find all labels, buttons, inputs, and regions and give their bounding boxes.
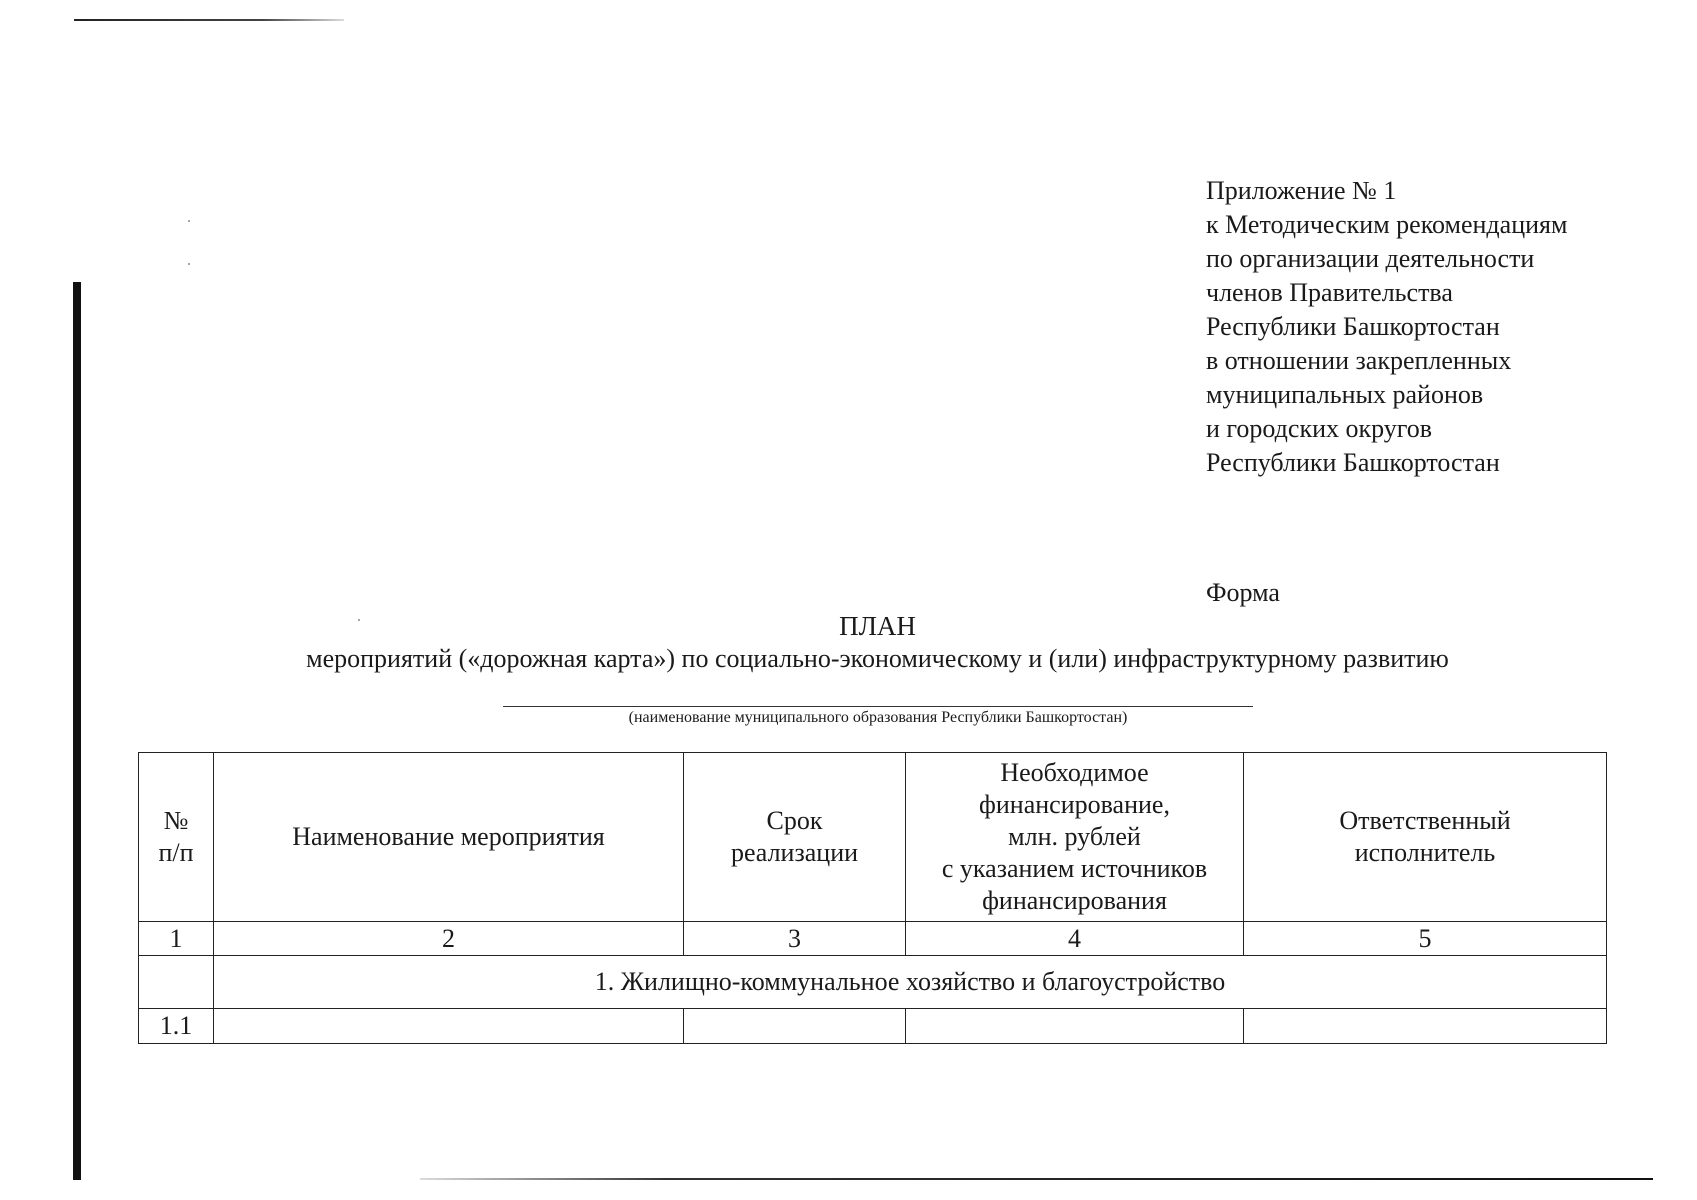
municipality-name-line (503, 706, 1253, 707)
header-text: № (163, 806, 189, 835)
column-number-cell: 1 (139, 922, 214, 956)
table-header-row (139, 753, 1607, 922)
section-row (139, 956, 1607, 1009)
appendix-block (1206, 174, 1567, 480)
appendix-line: муниципальных районов (1206, 380, 1484, 409)
header-text: Срок (766, 806, 823, 835)
document-subtitle: мероприятий («дорожная карта») по социально-экономическому и (или) инфраструктурному развитию (306, 644, 1449, 673)
column-number-row (139, 922, 1607, 956)
header-text: Ответственный (1339, 806, 1511, 835)
header-cell-number (139, 753, 214, 922)
appendix-line: и городских округов (1206, 414, 1433, 443)
header-text: финансирование, (979, 790, 1170, 819)
table-cell (214, 1009, 684, 1044)
section-number-cell (139, 956, 214, 1009)
scan-edge-line-top (74, 19, 344, 21)
scan-edge-bar-left (73, 282, 81, 1180)
document-title: ПЛАН (839, 611, 916, 641)
row-number-cell: 1.1 (139, 1009, 214, 1044)
scan-edge-line-bottom (420, 1178, 1653, 1180)
appendix-line: к Методическим рекомендациям (1206, 210, 1568, 239)
header-text: п/п (158, 838, 194, 867)
header-cell-deadline (684, 753, 906, 922)
scan-speck (188, 220, 190, 222)
appendix-line: Республики Башкортостан (1206, 448, 1500, 477)
table-cell (1244, 1009, 1607, 1044)
header-text: с указанием источников (941, 854, 1208, 883)
appendix-line: по организации деятельности (1206, 244, 1535, 273)
column-number-cell: 3 (684, 922, 906, 956)
header-cell-responsible (1244, 753, 1607, 922)
plan-table (138, 752, 1607, 1044)
appendix-line: членов Правительства (1206, 278, 1453, 307)
header-text: исполнитель (1354, 838, 1496, 867)
form-label: Форма (1206, 578, 1280, 607)
table-cell (684, 1009, 906, 1044)
header-text: Наименование мероприятия (292, 822, 605, 851)
scan-speck (188, 263, 190, 265)
header-cell-event-name (214, 753, 684, 922)
header-text: реализации (730, 838, 859, 867)
header-cell-financing (906, 753, 1244, 922)
section-title: 1. Жилищно-коммунальное хозяйство и благоустройство (214, 956, 1607, 1009)
header-text: финансирования (982, 886, 1167, 915)
municipality-name-caption: (наименование муниципального образования Республики Башкортостан) (628, 709, 1128, 726)
appendix-line: Республики Башкортостан (1206, 312, 1500, 341)
header-text: Необходимое (1000, 758, 1149, 787)
appendix-line: в отношении закрепленных (1206, 346, 1512, 375)
column-number-cell: 4 (906, 922, 1244, 956)
header-text: млн. рублей (1008, 822, 1141, 851)
table-row (139, 1009, 1607, 1044)
table-cell (906, 1009, 1244, 1044)
column-number-cell: 5 (1244, 922, 1607, 956)
column-number-cell: 2 (214, 922, 684, 956)
appendix-line: Приложение № 1 (1206, 176, 1397, 205)
